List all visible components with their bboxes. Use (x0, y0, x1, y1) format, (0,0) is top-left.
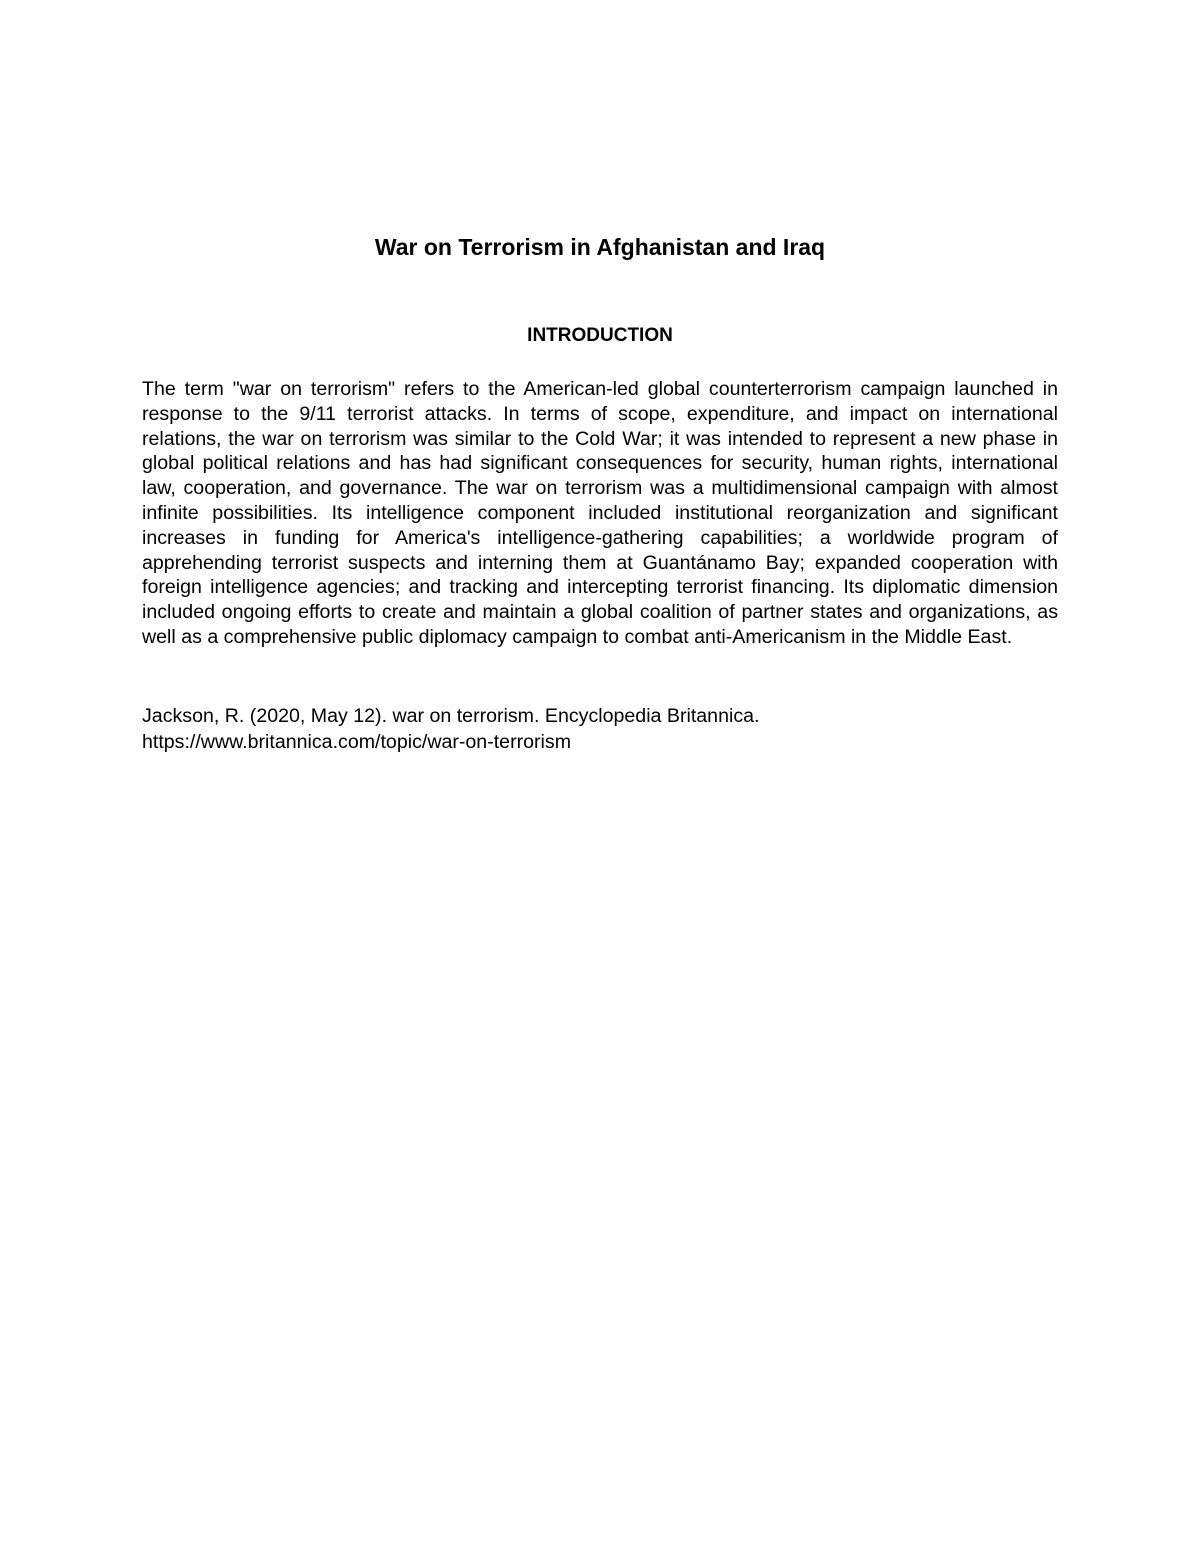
reference-citation: Jackson, R. (2020, May 12). war on terrorism. Encyclopedia Britannica. (142, 705, 760, 727)
section-heading-introduction: INTRODUCTION (527, 325, 673, 346)
introduction-paragraph: The term "war on terrorism" refers to the American-led global counterterrorism campaign launched in response to the 9/11 terrorist attacks. In terms of scope, expenditure, and impact on international relations, the war on terrorism was similar to the Cold War; it was intended to represent a new phase in global political relations and has had significant consequences for security, human rights, international law, cooperation, and governance. The war on terrorism was a multidimensional campaign with almost infinite possibilities. Its intelligence component included institutional reorganization and significant increases in funding for America's intelligence-gathering capabilities; a worldwide program of apprehending terrorist suspects and interning them at Guantánamo Bay; expanded cooperation with foreign intelligence agencies; and tracking and intercepting terrorist financing. Its diplomatic dimension included ongoing efforts to create and maintain a global coalition of partner states and organizations, as well as a comprehensive public diplomacy campaign to combat anti-Americanism in the Middle East. (142, 378, 1058, 648)
reference-citation-block (142, 703, 1058, 755)
document-title: War on Terrorism in Afghanistan and Iraq (374, 234, 826, 260)
reference-url[interactable]: https://www.britannica.com/topic/war-on-terrorism (142, 731, 572, 753)
